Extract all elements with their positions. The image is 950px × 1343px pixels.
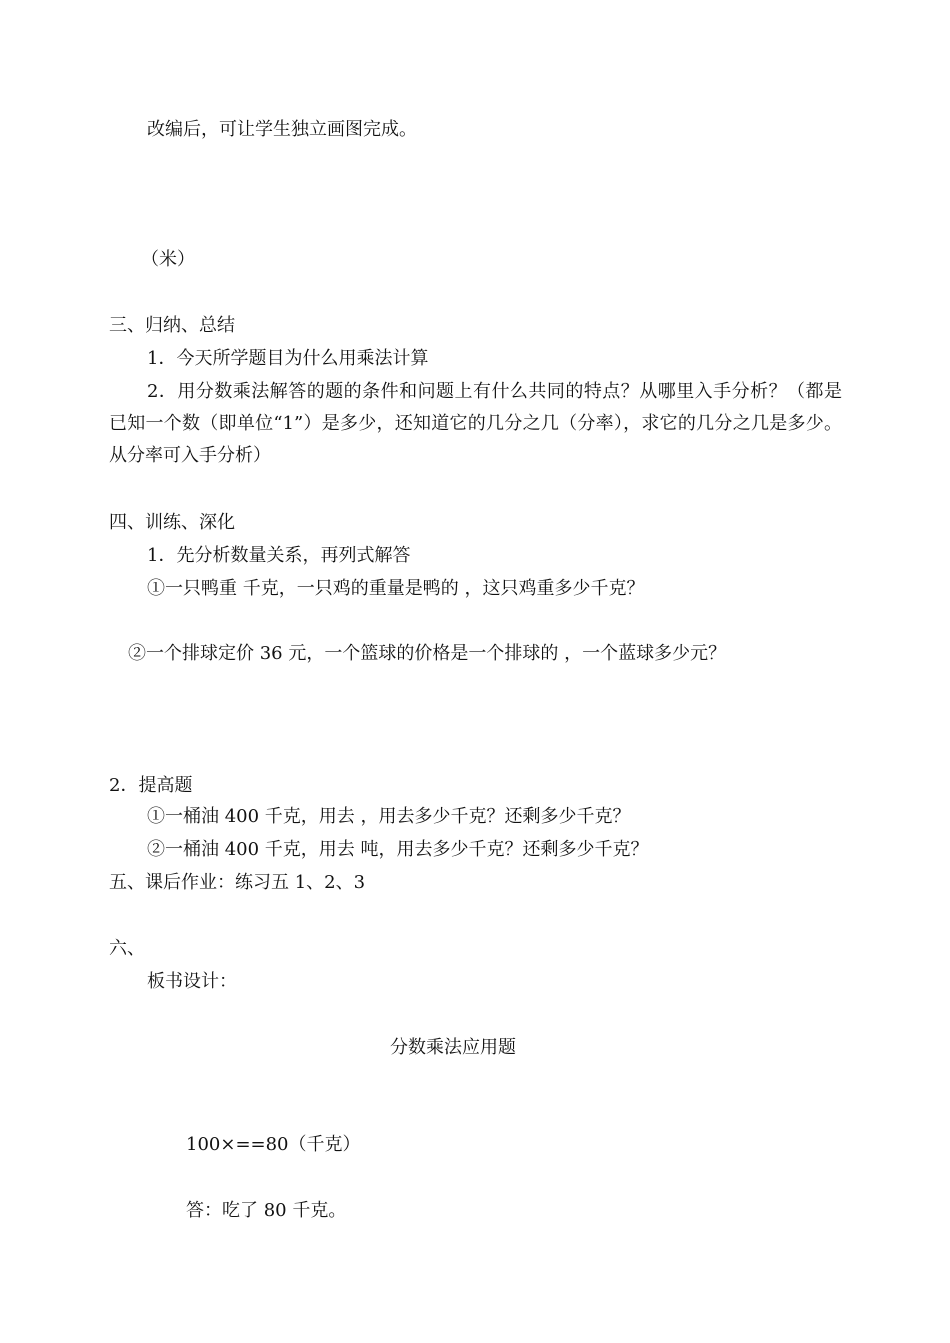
text-line-unit-meters: （米） [141, 249, 195, 270]
practice-item-2-advanced: 2．提高题 [109, 775, 193, 796]
section-heading-homework: 五、课后作业：练习五 1、2、3 [109, 872, 366, 893]
section-heading-six: 六、 [109, 938, 145, 959]
board-design-label: 板书设计： [147, 971, 237, 992]
text-line-adapted-note: 改编后，可让学生独立画图完成。 [147, 119, 417, 140]
practice-question-volleyball: ②一个排球定价 36 元，一个篮球的价格是一个排球的 ，一个蓝球多少元？ [128, 643, 727, 664]
board-equation: 100×==80（千克） [186, 1134, 361, 1155]
advanced-question-oil-1: ①一桶油 400 千克，用去 ，用去多少千克？还剩多少千克？ [147, 806, 631, 827]
summary-item-2-paragraph: 2．用分数乘法解答的题的条件和问题上有什么共同的特点？从哪里入手分析？（都是已知一个数（即单位“1”）是多少，还知道它的几分之几（分率），求它的几分之几是多少。从分率可入手分析） [109, 381, 842, 466]
section-heading-practice: 四、训练、深化 [109, 512, 235, 533]
section-heading-summary: 三、归纳、总结 [109, 315, 235, 336]
summary-item-1: 1．今天所学题目为什么用乘法计算 [147, 348, 429, 369]
practice-question-duck: ①一只鸭重 千克，一只鸡的重量是鸭的 ，这只鸡重多少千克？ [147, 578, 645, 599]
advanced-question-oil-2: ②一桶油 400 千克，用去 吨，用去多少千克？还剩多少千克？ [147, 839, 649, 860]
practice-item-1: 1．先分析数量关系，再列式解答 [147, 545, 411, 566]
board-title: 分数乘法应用题 [390, 1037, 516, 1058]
board-answer: 答：吃了 80 千克。 [186, 1200, 347, 1221]
